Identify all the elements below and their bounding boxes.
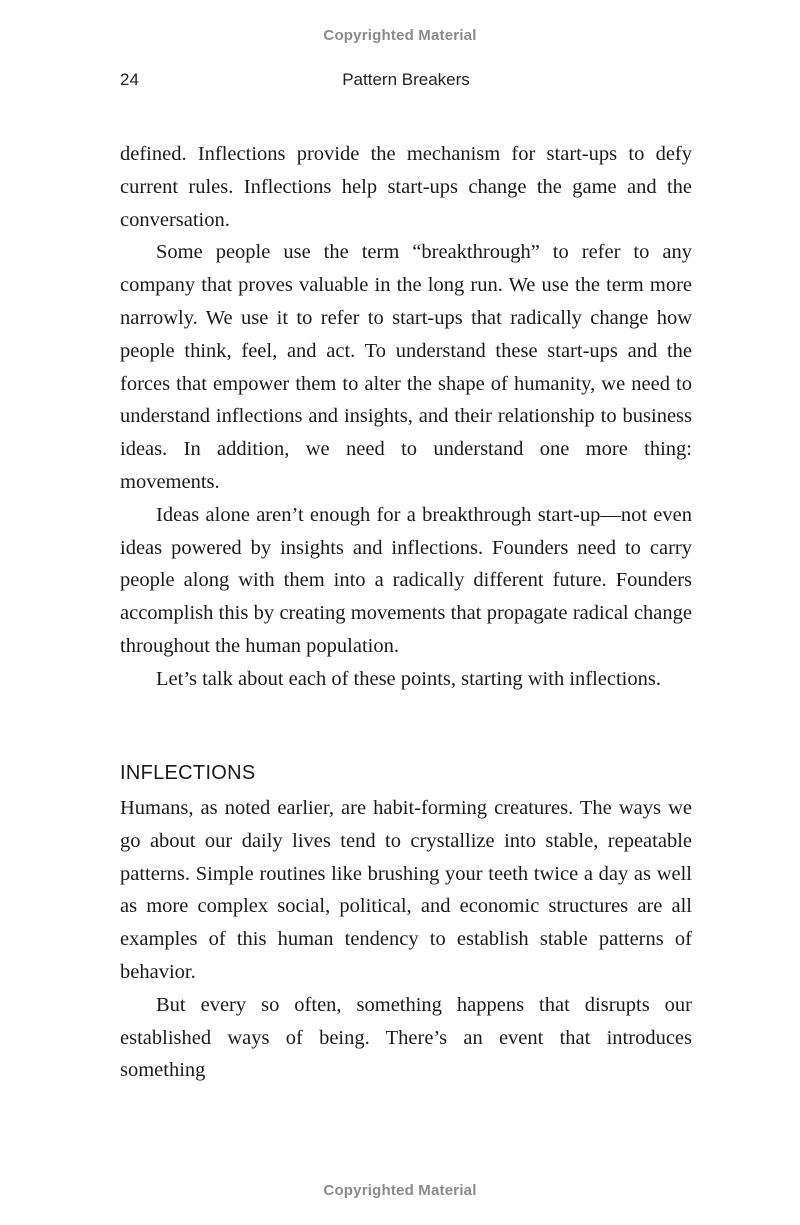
body-text-after-heading: [120, 792, 692, 1087]
paragraph: But every so often, something happens that disrupts our established ways of being. There’s an event that introduces something: [120, 993, 692, 1082]
copyright-watermark-top: Copyrighted Material: [323, 27, 477, 44]
body-text-before-heading: [120, 138, 692, 696]
paragraph: Humans, as noted earlier, are habit-forming creatures. The ways we go about our daily lives tend to crystallize into stable, repeatable patterns. Simple routines like brushing your teeth twice a day as well as more complex social, political, and economic structures are all examples of this human tendency to establish stable patterns of behavior.: [120, 797, 692, 983]
running-header: [120, 70, 692, 94]
paragraph: defined. Inflections provide the mechanism for start-ups to defy current rules. Inflections help start-ups change the game and the conversation.: [120, 143, 692, 231]
book-title: Pattern Breakers: [342, 70, 470, 89]
paragraph: Let’s talk about each of these points, starting with inflections.: [156, 667, 661, 690]
paragraph: Ideas alone aren’t enough for a breakthrough start-up—not even ideas powered by insights and inflections. Founders need to carry people along with them into a radically different future. Founders accomplish this by creating movements that propagate radical change throughout the human population.: [120, 503, 692, 657]
page-number: 24: [120, 70, 139, 89]
copyright-watermark-bottom: Copyrighted Material: [323, 1182, 477, 1199]
section-heading: INFLECTIONS: [120, 762, 256, 784]
paragraph: Some people use the term “breakthrough” to refer to any company that proves valuable in the long run. We use the term more narrowly. We use it to refer to start-ups that radically change how people think, feel, and act. To understand these start-ups and the forces that empower them to alter the shape of humanity, we need to understand inflections and insights, and their relationship to business ideas. In addition, we need to understand one more thing: movements.: [120, 241, 692, 493]
